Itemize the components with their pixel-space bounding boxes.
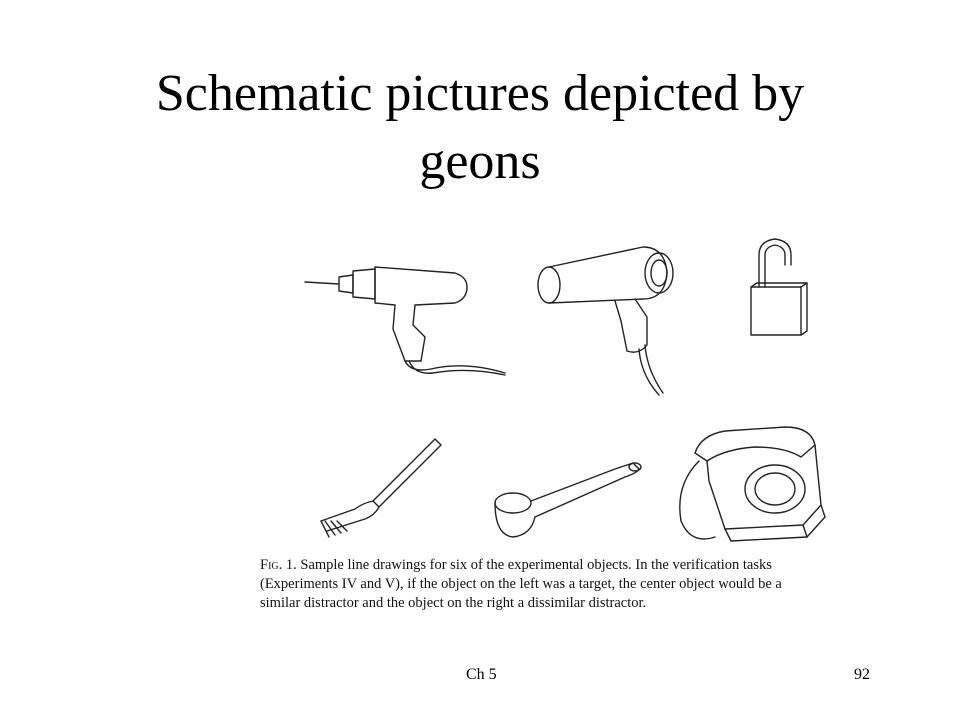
telephone-icon bbox=[680, 427, 825, 541]
caption-label: Fig. 1. bbox=[260, 557, 297, 573]
hair-dryer-icon bbox=[538, 247, 673, 395]
figure-drawings bbox=[255, 225, 865, 555]
slide-title bbox=[0, 60, 960, 196]
drill-icon bbox=[305, 267, 505, 375]
fork-icon bbox=[321, 439, 441, 537]
caption-line-3: similar distractor and the object on the right a dissimilar distractor. bbox=[260, 595, 647, 611]
pipe-icon bbox=[495, 463, 641, 537]
chapter-label: Ch 5 bbox=[466, 666, 497, 683]
figure-caption bbox=[260, 556, 870, 613]
caption-line-1 bbox=[260, 556, 870, 575]
title-line-1: Schematic pictures depicted by bbox=[155, 65, 805, 122]
title-line-2: geons bbox=[419, 133, 541, 190]
caption-line-2: (Experiments IV and V), if the object on the left was a target, the center object would be a bbox=[260, 576, 782, 592]
padlock-icon bbox=[751, 239, 807, 335]
page-number: 92 bbox=[854, 666, 870, 683]
caption-text-1: Sample line drawings for six of the experimental objects. In the verification tasks bbox=[300, 557, 772, 573]
